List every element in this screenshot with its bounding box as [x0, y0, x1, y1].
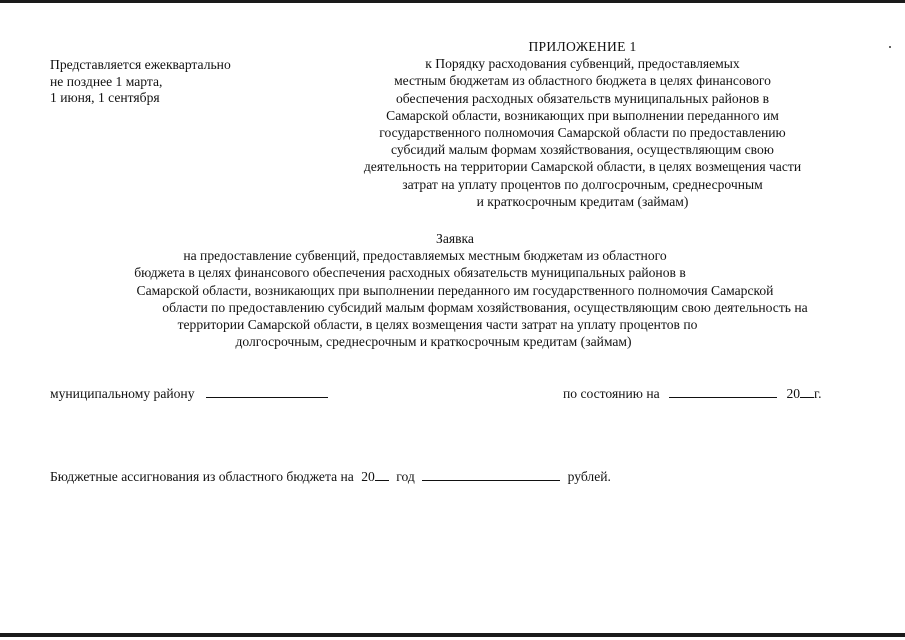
- request-line: долгосрочным, среднесрочным и краткосрочным кредитам (займам): [235, 334, 632, 350]
- year-input-line[interactable]: [800, 385, 814, 398]
- budget-label: Бюджетные ассигнования из областного бюджета на: [50, 469, 354, 484]
- district-field: [50, 385, 328, 402]
- appendix-header: [330, 38, 835, 210]
- appendix-line: государственного полномочия Самарской области по предоставлению: [379, 125, 786, 141]
- request-title: Заявка: [436, 231, 474, 246]
- note-line: не позднее 1 марта,: [50, 73, 163, 89]
- budget-year-word: год: [396, 469, 415, 484]
- request-line: области по предоставлению субсидий малым формам хозяйствования, осуществляющим свою деятельность на: [162, 299, 808, 315]
- appendix-line: обеспечения расходных обязательств муниципальных районов в: [395, 90, 770, 106]
- appendix-line: Самарской области, возникающих при выполнении переданного им: [386, 107, 779, 123]
- currency-label: рублей.: [567, 469, 611, 484]
- budget-year-input-line[interactable]: [375, 468, 389, 481]
- budget-field: [50, 468, 611, 485]
- note-line: 1 июня, 1 сентября: [50, 90, 160, 105]
- appendix-line: и краткосрочным кредитам (займам): [476, 193, 689, 209]
- appendix-line: субсидий малым формам хозяйствования, осуществляющим свою: [391, 142, 774, 158]
- request-line: территории Самарской области, в целях возмещения части затрат на уплату процентов по: [177, 317, 698, 333]
- appendix-line: местным бюджетам из областного бюджета в целях финансового: [394, 73, 771, 89]
- bottom-scan-border: [0, 633, 905, 637]
- as-of-field: [563, 385, 822, 402]
- as-of-date-input-line[interactable]: [669, 385, 777, 398]
- appendix-line: затрат на уплату процентов по долгосрочным, среднесрочным: [402, 176, 763, 192]
- request-line: бюджета в целях финансового обеспечения расходных обязательств муниципальных районов в: [134, 265, 686, 281]
- note-line: Представляется ежеквартально: [50, 57, 231, 72]
- district-input-line[interactable]: [206, 385, 328, 398]
- as-of-label: по состоянию на: [563, 386, 660, 401]
- submission-note: [50, 57, 231, 107]
- year-prefix: 20: [786, 386, 801, 401]
- year-suffix: г.: [814, 386, 822, 401]
- budget-year-prefix: 20: [361, 469, 375, 484]
- district-label: муниципальному району: [50, 386, 195, 401]
- appendix-line: к Порядку расходования субвенций, предоставляемых: [425, 56, 740, 72]
- request-line: Самарской области, возникающих при выполнении переданного им государственного полномочия Самарской: [136, 282, 774, 298]
- request-block: [40, 230, 870, 350]
- scan-speck: [889, 46, 891, 48]
- top-scan-border: [0, 0, 905, 3]
- request-line: на предоставление субвенций, предоставляемых местным бюджетам из областного: [183, 248, 667, 264]
- appendix-title: ПРИЛОЖЕНИЕ 1: [528, 39, 637, 54]
- budget-amount-input-line[interactable]: [422, 468, 560, 481]
- appendix-line: деятельность на территории Самарской области, в целях возмещения части: [363, 159, 802, 175]
